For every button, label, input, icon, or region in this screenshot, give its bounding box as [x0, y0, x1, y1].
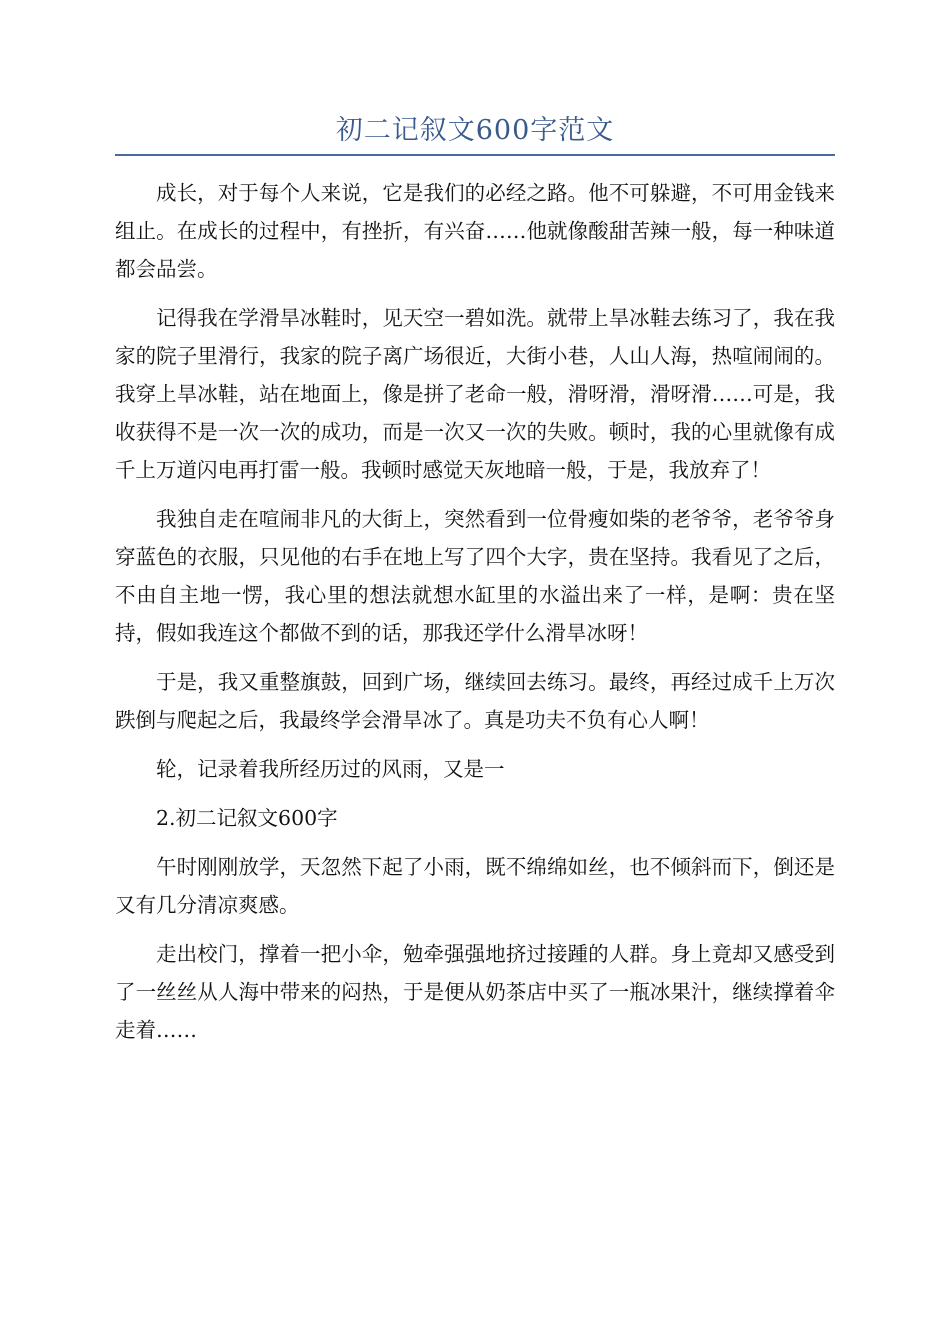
document-title: 初二记叙文600字范文	[335, 115, 615, 146]
paragraph-3: 我独自走在喧闹非凡的大街上，突然看到一位骨瘦如柴的老爷爷，老爷爷身穿蓝色的衣服，只见他的右手在地上写了四个大字，贵在坚持。我看见了之后，不由自主地一愣，我心里的想法就想水缸里的水溢出来了一样，是啊：贵在坚持，假如我连这个都做不到的话，那我还学什么滑旱冰呀！	[115, 507, 835, 645]
title-underline	[115, 154, 835, 156]
paragraph-7: 走出校门，撑着一把小伞，勉牵强强地挤过接踵的人群。身上竟却又感受到了一丝丝从人海中带来的闷热，于是便从奶茶店中买了一瓶冰果汁，继续撑着伞走着……	[115, 942, 835, 1042]
paragraph-5: 轮，记录着我所经历过的风雨，又是一	[156, 757, 505, 781]
paragraph-4: 于是，我又重整旗鼓，回到广场，继续回去练习。最终，再经过成千上万次跌倒与爬起之后，我最终学会滑旱冰了。真是功夫不负有心人啊！	[115, 670, 835, 732]
paragraph-6: 午时刚刚放学，天忽然下起了小雨，既不绵绵如丝，也不倾斜而下，倒还是又有几分清凉爽感。	[115, 855, 835, 917]
paragraph-1: 成长，对于每个人来说，它是我们的必经之路。他不可躲避，不可用金钱来组止。在成长的过程中，有挫折，有兴奋……他就像酸甜苦辣一般，每一种味道都会品尝。	[115, 181, 835, 281]
paragraph-2: 记得我在学滑旱冰鞋时，见天空一碧如洗。就带上旱冰鞋去练习了，我在我家的院子里滑行，我家的院子离广场很近，大街小巷，人山人海，热喧闹闹的。我穿上旱冰鞋，站在地面上，像是拼了老命一般，滑呀滑，滑呀滑……可是，我收获得不是一次一次的成功，而是一次又一次的失败。顿时，我的心里就像有成千上万道闪电再打雷一般。我顿时感觉天灰地暗一般，于是，我放弃了！	[115, 306, 835, 482]
document-body	[115, 174, 835, 1060]
section-heading: 2.初二记叙文600字	[156, 806, 338, 830]
